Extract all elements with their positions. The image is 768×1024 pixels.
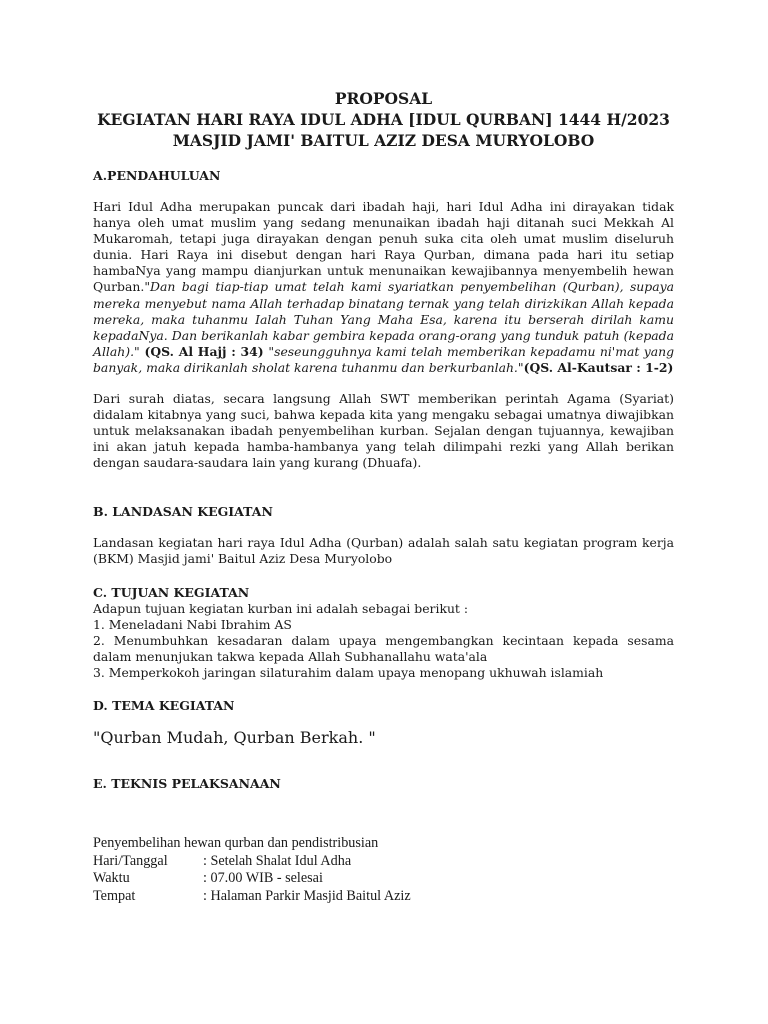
ref-al-kautsar: (QS. Al-Kautsar : 1-2)	[523, 359, 674, 375]
title-line-3: MASJID JAMI' BAITUL AZIZ DESA MURYOLOBO	[172, 131, 595, 150]
teknis-value: : Halaman Parkir Masjid Baitul Aziz	[203, 887, 411, 904]
teknis-details	[93, 835, 674, 905]
teknis-label: Tempat	[93, 887, 136, 904]
teknis-row-tempat	[93, 888, 674, 906]
teknis-label: Hari/Tanggal	[93, 852, 168, 869]
list-item: 2. Menumbuhkan kesadaran dalam upaya mengembangkan kecintaan kepada sesama dalam menunjukan takwa kepada Allah Subhanallahu wata'ala	[93, 632, 674, 664]
list-item: 1. Meneladani Nabi Ibrahim AS	[93, 616, 292, 632]
pendahuluan-paragraph-2: Dari surah diatas, secara langsung Allah SWT memberikan perintah Agama (Syariat) didalam kitabnya yang suci, bahwa kepada kita yang mengaku sebagai umatnya diwajibkan untuk melaksanakan ibadah penyembelihan kurban. Sejalan dengan tujuannya, kewajiban ini akan jatuh kepada hamba-hambanya yang telah dilimpahi rezki yang Allah berikan dengan saudara-saudara lain yang kurang (Dhuafa).	[93, 391, 674, 471]
teknis-row-waktu	[93, 870, 674, 888]
teknis-value: : 07.00 WIB - selesai	[203, 870, 323, 887]
teknis-row-hari	[93, 853, 674, 871]
section-heading-teknis: E. TEKNIS PELAKSANAAN	[93, 776, 281, 792]
pendahuluan-paragraph-1	[93, 199, 674, 376]
quote-al-hajj: "Dan bagi tiap-tiap umat telah kami syariatkan penyembelihan (Qurban), supaya mereka menyebut nama Allah terhadap binatang ternak yang telah dirizkikan Allah kepada mereka, maka tuhanmu Ialah Tuhan Yang Maha Esa, karena itu berserah dirilah kamu kepadaNya. Dan berikanlah kabar gembira kepada orang-orang yang tunduk patuh (kepada Allah)."	[93, 279, 674, 359]
document-page	[93, 88, 674, 905]
title-line-2: KEGIATAN HARI RAYA IDUL ADHA [IDUL QURBAN] 1444 H/2023	[97, 110, 670, 129]
teknis-intro: Penyembelihan hewan qurban dan pendistribusian	[93, 835, 379, 852]
section-heading-tujuan: C. TUJUAN KEGIATAN	[93, 584, 250, 600]
list-item: 3. Memperkokoh jaringan silaturahim dalam upaya menopang ukhuwah islamiah	[93, 665, 604, 681]
title-line-1: PROPOSAL	[334, 89, 433, 108]
tema-text: "Qurban Mudah, Qurban Berkah. "	[93, 728, 376, 748]
tujuan-intro: Adapun tujuan kegiatan kurban ini adalah sebagai berikut :	[93, 600, 469, 616]
section-heading-pendahuluan: A.PENDAHULUAN	[93, 168, 221, 183]
teknis-value: : Setelah Shalat Idul Adha	[203, 852, 352, 869]
section-heading-tema: D. TEMA KEGIATAN	[93, 698, 235, 714]
landasan-paragraph: Landasan kegiatan hari raya Idul Adha (Qurban) adalah salah satu kegiatan program kerja (BKM) Masjid jami' Baitul Aziz Desa Muryolobo	[93, 534, 674, 566]
teknis-label: Waktu	[93, 870, 130, 887]
quote-al-kautsar: "seseungguhnya kami telah memberikan kepadamu ni'mat yang banyak, maka dirikanlah sholat karena tuhanmu dan berkurbanlah."	[93, 343, 674, 375]
ref-al-hajj: (QS. Al Hajj : 34)	[139, 343, 269, 359]
proposal-title	[93, 88, 674, 151]
pendahuluan-text: Hari Idul Adha merupakan puncak dari ibadah haji, hari Idul Adha ini dirayakan tidak hanya oleh umat muslim yang sedang menunaikan ibadah haji ditanah suci Mekkah Al Mukaromah, tetapi juga dirayakan dengan penuh suka cita oleh umat muslim diseluruh dunia. Hari Raya ini disebut dengan hari Raya Qurban, dimana pada hari itu setiap hambaNya yang mampu dianjurkan untuk menunaikan kewajibannya menyembelih hewan Qurban.	[93, 199, 674, 295]
section-heading-landasan: B. LANDASAN KEGIATAN	[93, 503, 273, 519]
